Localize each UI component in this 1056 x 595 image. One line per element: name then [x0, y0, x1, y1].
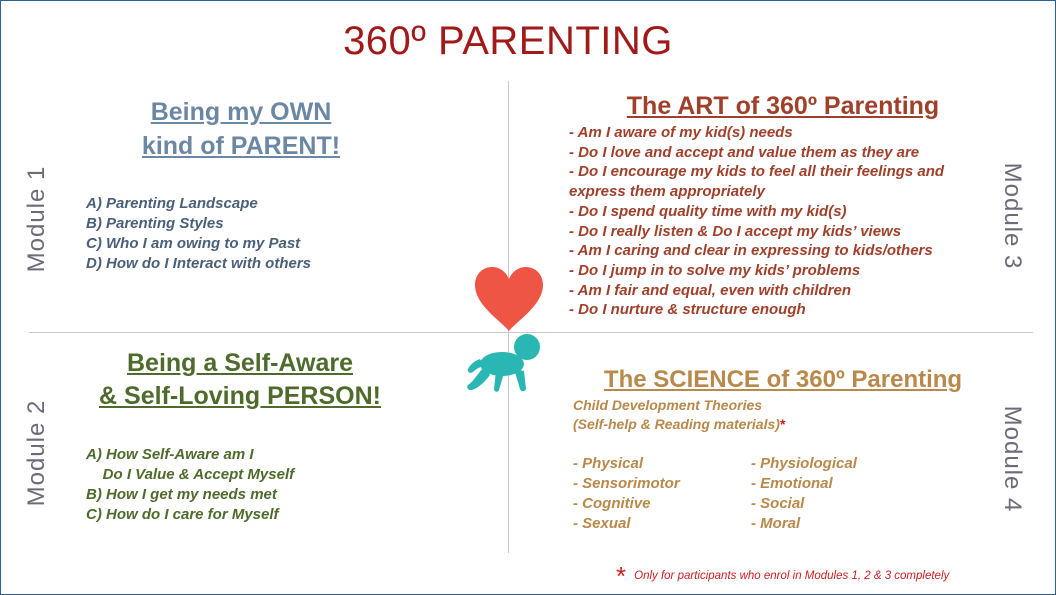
q1-heading — [91, 95, 391, 163]
page-title: 360º PARENTING — [343, 19, 673, 63]
q4-area: - Emotional — [751, 475, 833, 492]
q4-subtitle-line-2 — [573, 415, 785, 434]
q3-question: - Do I jump in to solve my kids’ problems — [569, 261, 861, 279]
q3-question: - Do I love and accept and value them as they are — [569, 143, 920, 161]
footnote — [616, 561, 949, 592]
q2-topic-a: A) How Self-Aware am I — [86, 446, 254, 463]
heart-icon — [471, 265, 547, 333]
module-1-label: Module 1 — [23, 165, 50, 273]
q3-question: - Do I really listen & Do I accept my kids’ views — [569, 222, 902, 240]
q2-heading-line-1: Being a Self-Aware — [126, 349, 353, 377]
q2-topic-list — [86, 445, 294, 525]
q2-heading — [71, 347, 409, 413]
q4-area: - Moral — [751, 515, 801, 532]
q4-subtitle-text: (Self-help & Reading materials) — [573, 416, 780, 432]
q4-subtitle-line-1: Child Development Theories — [573, 397, 763, 413]
q4-development-column-a — [573, 454, 680, 534]
q3-question: - Am I caring and clear in expressing to kids/others — [569, 242, 933, 260]
q2-topic-b: B) How I get my needs met — [86, 486, 277, 503]
q1-heading-line-1: Being my OWN — [150, 98, 332, 126]
q2-topic-a-cont: Do I Value & Accept Myself — [86, 466, 295, 483]
q1-topic-c: C) Who I am owing to my Past — [86, 235, 301, 252]
q4-area: - Sensorimotor — [573, 475, 680, 492]
q3-heading: The ART of 360º Parenting — [626, 92, 940, 120]
q4-area: - Physical — [573, 455, 644, 472]
q4-area: - Social — [751, 495, 805, 512]
q1-topic-d: D) How do I Interact with others — [86, 255, 312, 272]
q4-development-column-b — [751, 454, 857, 534]
asterisk-icon: * — [779, 416, 786, 432]
q3-question: - Do I spend quality time with my kid(s) — [569, 202, 847, 220]
module-3-label: Module 3 — [999, 162, 1026, 270]
q3-question: - Do I nurture & structure enough — [569, 301, 806, 319]
q1-topic-list — [86, 194, 311, 274]
q4-area: - Cognitive — [573, 495, 651, 512]
crawling-baby-icon — [464, 331, 550, 395]
q3-question-list — [569, 123, 1001, 320]
q1-topic-b: B) Parenting Styles — [86, 215, 224, 232]
q2-heading-line-2: & Self-Loving PERSON! — [99, 382, 381, 410]
q1-heading-line-2: kind of PARENT! — [141, 132, 341, 160]
module-4-label: Module 4 — [999, 405, 1026, 513]
q4-area: - Sexual — [573, 515, 631, 532]
footnote-asterisk-icon: * — [616, 561, 627, 591]
module-2-label: Module 2 — [23, 399, 50, 507]
q3-question: - Do I encourage my kids to feel all their feelings and express them appropriately — [569, 163, 945, 201]
q4-heading: The SCIENCE of 360º Parenting — [603, 366, 963, 393]
q3-question: - Am I aware of my kid(s) needs — [569, 124, 793, 141]
q4-subtitle — [573, 396, 785, 434]
footnote-text: Only for participants who enrol in Modules 1, 2 & 3 completely — [634, 570, 950, 582]
q4-area: - Physiological — [751, 455, 857, 472]
q2-topic-c: C) How do I care for Myself — [86, 506, 279, 523]
q3-question: - Am I fair and equal, even with children — [569, 281, 851, 299]
q1-topic-a: A) Parenting Landscape — [86, 195, 258, 212]
